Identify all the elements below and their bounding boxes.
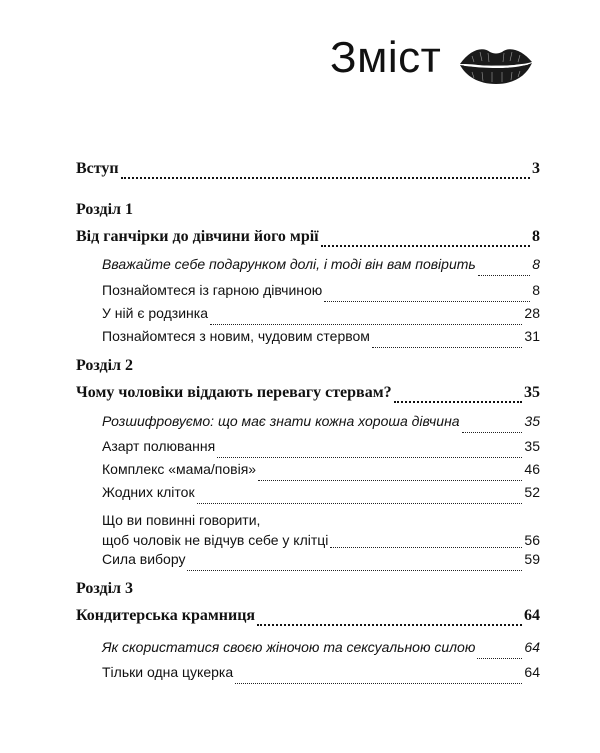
toc-entry-label: Вступ (76, 160, 119, 177)
dot-leader (372, 347, 522, 348)
dot-leader (477, 658, 522, 659)
toc-subentry[interactable] (102, 328, 540, 350)
dot-leader (330, 547, 522, 548)
toc-subentry[interactable] (102, 438, 540, 460)
dot-leader (197, 503, 523, 504)
toc-entry-label: Сила вибору (102, 551, 186, 567)
toc-entry-page: 35 (524, 413, 540, 429)
toc-entry-label: Азарт полювання (102, 438, 216, 454)
toc-subentry[interactable] (102, 639, 540, 661)
toc-entry-page: 64 (524, 607, 540, 624)
toc-subentry[interactable] (102, 484, 540, 506)
dot-leader (324, 301, 530, 302)
toc-entry-page: 8 (532, 256, 540, 272)
toc-entry-label: Комплекс «мама/повія» (102, 461, 257, 477)
toc-subentry[interactable] (102, 461, 540, 483)
toc-entry-page: 64 (524, 664, 540, 680)
toc-entry-page: 8 (532, 228, 540, 245)
toc-entry-label: Жодних кліток (102, 484, 195, 500)
toc-subentry[interactable] (102, 256, 540, 278)
chapter-title: Чому чоловіки віддають перевагу стервам? (76, 384, 392, 401)
toc-entry-label-line1: Що ви повинні говорити, (102, 512, 261, 528)
toc-entry-intro[interactable] (76, 160, 540, 182)
toc-subentry[interactable] (102, 664, 540, 686)
toc-subentry[interactable] (102, 510, 540, 550)
toc-entry-page: 8 (532, 282, 540, 298)
dot-leader (462, 432, 523, 433)
toc-entry-page: 64 (524, 639, 540, 655)
toc-entry-label: У ній є родзинка (102, 305, 208, 321)
toc-entry-page: 31 (524, 328, 540, 344)
chapter-2-title-entry[interactable] (76, 384, 540, 406)
dot-leader (394, 401, 522, 403)
toc-subentry[interactable] (102, 551, 540, 573)
toc-entry-page: 46 (524, 461, 540, 477)
toc-entry-page: 28 (524, 305, 540, 321)
chapter-title: Кондитерська крамниця (76, 607, 256, 624)
toc-entry-page: 56 (524, 532, 540, 548)
chapter-1-heading: Розділ 1 (76, 201, 134, 218)
toc-entry-page: 59 (524, 551, 540, 567)
chapter-3-title-entry[interactable] (76, 607, 540, 629)
dot-leader (235, 683, 522, 684)
dot-leader (257, 624, 522, 626)
toc-entry-label: Як скористатися своєю жіночою та сексуальною силою (102, 639, 476, 655)
toc-entry-label: Розшифровуємо: що має знати кожна хороша дівчина (102, 413, 460, 429)
dot-leader (258, 480, 522, 481)
toc-subentry[interactable] (102, 305, 540, 327)
toc-entry-label: Вважайте себе подарунком долі, і тоді він вам повірить (102, 256, 476, 272)
dot-leader (187, 570, 522, 571)
toc-entry-page: 35 (524, 384, 540, 401)
chapter-title: Від ганчірки до дівчини його мрії (76, 228, 319, 245)
chapter-2-heading: Розділ 2 (76, 357, 134, 374)
lips-icon (458, 42, 534, 88)
chapter-1-title-entry[interactable] (76, 228, 540, 250)
dot-leader (210, 324, 522, 325)
toc-entry-label: Познайомтеся із гарною дівчиною (102, 282, 323, 298)
toc-entry-label: Познайомтеся з новим, чудовим стервом (102, 328, 370, 344)
dot-leader (321, 245, 530, 247)
dot-leader (478, 275, 530, 276)
page-title: Зміст (330, 33, 442, 82)
toc-subentry[interactable] (102, 413, 540, 435)
toc-entry-label: Тільки одна цукерка (102, 664, 234, 680)
toc-entry-page: 35 (524, 438, 540, 454)
toc-subentry[interactable] (102, 282, 540, 304)
toc-entry-page: 52 (524, 484, 540, 500)
toc-entry-page: 3 (532, 160, 540, 177)
chapter-3-heading: Розділ 3 (76, 580, 134, 597)
toc-entry-label-line2: щоб чоловік не відчув себе у клітці (102, 532, 329, 548)
dot-leader (121, 177, 530, 179)
dot-leader (217, 457, 522, 458)
